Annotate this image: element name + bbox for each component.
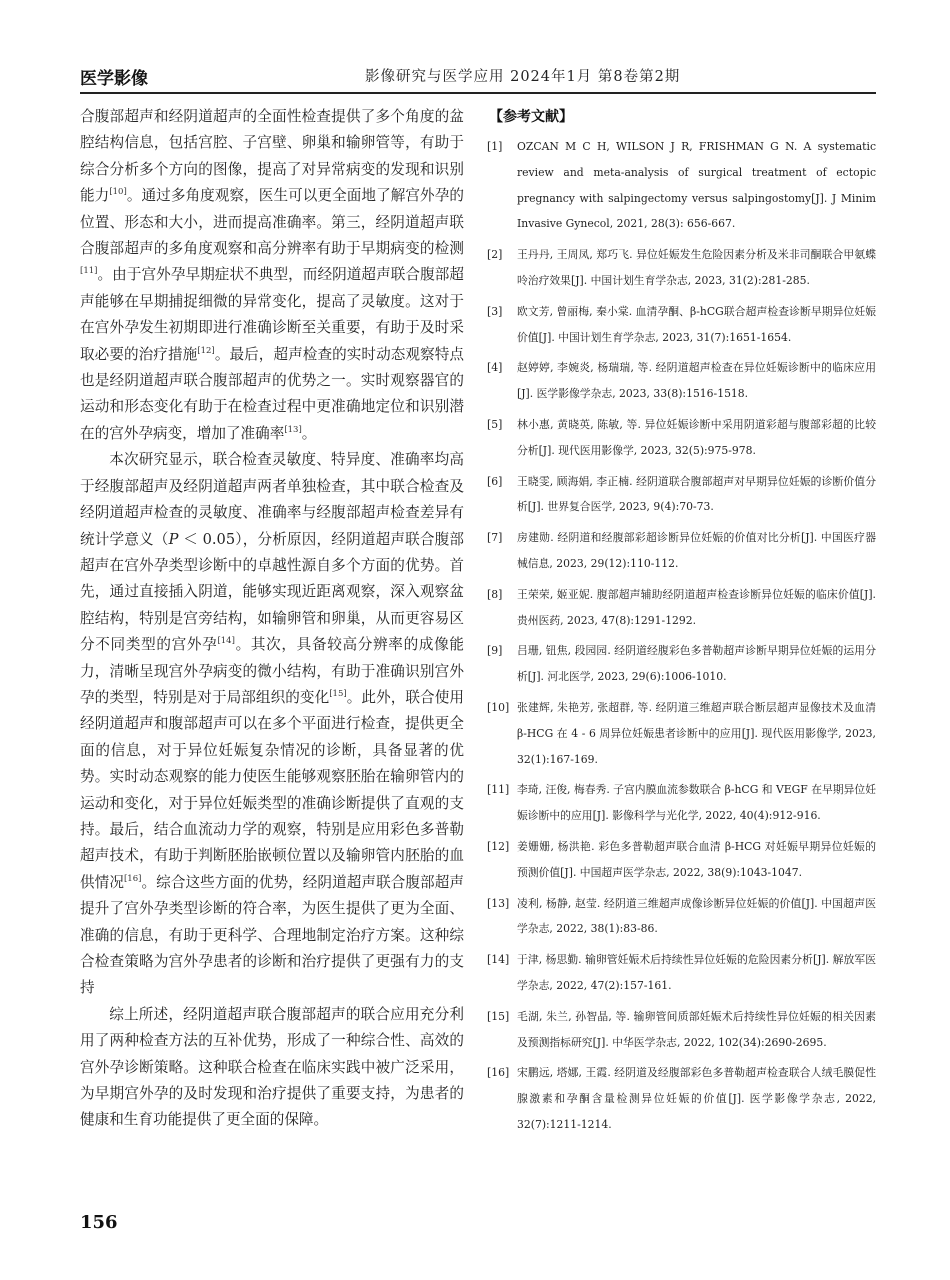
reference-item <box>487 525 876 577</box>
reference-text: 王晓雯, 顾海娟, 李正楠. 经阴道联合腹部超声对早期异位妊娠的诊断价值分析[J]. 世界复合医学, 2023, 9(4):70-73. <box>517 474 876 514</box>
reference-item <box>487 1004 876 1056</box>
reference-item <box>487 777 876 829</box>
references-title: 【参考文献】 <box>489 109 573 125</box>
section-label: 医学影像 <box>80 69 148 89</box>
reference-item <box>487 299 876 351</box>
reference-number: [14] <box>487 953 510 967</box>
p-value-symbol: P <box>168 530 179 548</box>
citation: [14] <box>217 636 235 647</box>
reference-number: [1] <box>487 140 503 153</box>
reference-text: 姜姗姗, 杨洪艳. 彩色多普勒超声联合血清 β-HCG 对妊娠早期异位妊娠的预测价值[J]. 中国超声医学杂志, 2022, 38(9):1043-1047. <box>517 839 876 879</box>
reference-number: [7] <box>487 531 503 545</box>
reference-number: [11] <box>487 783 510 797</box>
reference-text: 宋鹏远, 塔娜, 王霞. 经阴道及经腹部彩色多普勒超声检查联合人绒毛膜促性腺激素和孕酮含量检测异位妊娠的价值[J]. 医学影像学杂志, 2022, 32(7):1211-1214. <box>517 1066 876 1131</box>
reference-item <box>487 947 876 999</box>
citation: [12] <box>197 345 215 356</box>
citation: [16] <box>123 873 142 884</box>
page-number: 156 <box>80 1212 118 1233</box>
header-rule <box>80 92 876 94</box>
reference-number: [10] <box>487 700 510 714</box>
reference-item <box>487 1060 876 1137</box>
left-column <box>80 104 464 1134</box>
reference-number: [15] <box>487 1009 510 1023</box>
reference-text: 欧文芳, 曾丽梅, 秦小棠. 血清孕酮、β-hCG联合超声检查诊断早期异位妊娠价值[J]. 中国计划生育学杂志, 2023, 31(7):1651-1654. <box>517 304 876 344</box>
reference-text: 张建辉, 朱艳芳, 张超群, 等. 经阴道三维超声联合断层超声显像技术及血清 β-HCG 在 4 - 6 周异位妊娠患者诊断中的应用[J]. 现代医用影像学, 2023, 32(1):167-169. <box>517 700 876 766</box>
reference-list <box>487 134 876 1138</box>
reference-text: 李琦, 汪俊, 梅春秀. 子宫内膜血流参数联合 β-hCG 和 VEGF 在早期异位妊娠诊断中的应用[J]. 影像科学与光化学, 2022, 40(4):912-916. <box>517 783 876 823</box>
paragraph-1: 合腹部超声和经阴道超声的全面性检查提供了多个角度的盆腔结构信息，包括宫腔、子宫壁、卵巢和输卵管等，有助于综合分析多个方向的图像，提高了对异常病变的发现和识别能力[10]。通过多角度观察，医生可以更全面地了解宫外孕的位置、形态和大小，进而提高准确率。第三，经阴道超声联合腹部超声的多角度观察和高分辨率有助于早期病变的检测[11]。由于宫外孕早期症状不典型，而经阴道超声联合腹部超声能够在早期捕捉细微的异常变化，提高了灵敏度。这对于在宫外孕发生初期即进行准确诊断至关重要，有助于及时采取必要的治疗措施[12]。最后，超声检查的实时动态观察特点也是经阴道超声联合腹部超声的优势之一。实时观察器官的运动和形态变化有助于在检查过程中更准确地定位和识别潜在的宫外孕病变，增加了准确率[13]。 <box>80 108 464 442</box>
journal-info: 影像研究与医学应用 2024年1月 第8卷第2期 <box>365 69 681 85</box>
citation: [13] <box>284 425 302 436</box>
reference-item <box>487 134 876 237</box>
reference-text: 吕珊, 钮焦, 段园园. 经阴道经腹彩色多普勒超声诊断早期异位妊娠的运用分析[J]. 河北医学, 2023, 29(6):1006-1010. <box>517 644 876 684</box>
reference-number: [3] <box>487 304 503 318</box>
references-column <box>487 104 876 1143</box>
citation: [10] <box>109 187 127 198</box>
reference-text: 赵婷婷, 李婉炎, 杨瑞瑞, 等. 经阴道超声检查在异位妊娠诊断中的临床应用[J]. 医学影像学杂志, 2023, 33(8):1516-1518. <box>517 361 876 401</box>
reference-number: [13] <box>487 896 510 910</box>
reference-text: 毛湖, 朱兰, 孙智晶, 等. 输卵管间质部妊娠术后持续性异位妊娠的相关因素及预测指标研究[J]. 中华医学杂志, 2022, 102(34):2690-2695. <box>517 1009 876 1049</box>
reference-text: 王丹丹, 王周凤, 郑巧飞. 异位妊娠发生危险因素分析及米非司酮联合甲氨蝶呤治疗效果[J]. 中国计划生育学杂志, 2023, 31(2):281-285. <box>517 248 876 287</box>
paragraph-3: 综上所述，经阴道超声联合腹部超声的联合应用充分利用了两种检查方法的互补优势，形成了一种综合性、高效的宫外孕诊断策略。这种联合检查在临床实践中被广泛采用，为早期宫外孕的及时发现和治疗提供了重要支持，为患者的健康和生育功能提供了更全面的保障。 <box>80 1005 464 1129</box>
reference-item <box>487 355 876 407</box>
running-header <box>80 62 876 90</box>
reference-text: 林小惠, 黄晓英, 陈敏, 等. 异位妊娠诊断中采用阴道彩超与腹部彩超的比较分析[J]. 现代医用影像学, 2023, 32(5):975-978. <box>517 417 876 457</box>
reference-item <box>487 412 876 464</box>
reference-number: [8] <box>487 587 503 601</box>
paragraph-2: 本次研究显示，联合检查灵敏度、特异度、准确率均高于经腹部超声及经阴道超声两者单独检查，其中联合检查及经阴道超声检查的灵敏度、准确率与经腹部超声检查差异有统计学意义（P ＜ 0.05），分析原因，经阴道超声联合腹部超声在宫外孕类型诊断中的卓越性源自多个方面的优势。首先，通过直接插入阴道，能够实现近距离观察，深入观察盆腔结构，特别是宫旁结构，如输卵管和卵巢，从而更容易区分不同类型的宫外孕[14]。其次，具备较高分辨率的成像能力，清晰呈现宫外孕病变的微小结构，有助于准确识别宫外孕的类型，特别是对于局部组织的变化[15]。此外，联合使用经阴道超声和腹部超声可以在多个平面进行检查，提供更全面的信息，对于异位妊娠复杂情况的诊断，具备显著的优势。实时动态观察的能力使医生能够观察胚胎在输卵管内的运动和变化，对于异位妊娠类型的准确诊断提供了直观的支持。最后，结合血流动力学的观察，特别是应用彩色多普勒超声技术，有助于判断胚胎嵌顿位置以及输卵管内胚胎的血供情况[16]。综合这些方面的优势，经阴道超声联合腹部超声提升了宫外孕类型诊断的符合率，为医生提供了更为全面、准确的信息，有助于更科学、合理地制定治疗方案。这种综合检查策略为宫外孕患者的诊断和治疗提供了更强有力的支持 <box>80 451 464 997</box>
reference-number: [5] <box>487 417 503 431</box>
reference-number: [12] <box>487 839 510 853</box>
reference-number: [9] <box>487 644 503 658</box>
reference-item <box>487 834 876 886</box>
reference-text: 房建勋. 经阴道和经腹部彩超诊断异位妊娠的价值对比分析[J]. 中国医疗器械信息, 2023, 29(12):110-112. <box>517 531 876 570</box>
reference-text: 王荣荣, 姬亚妮. 腹部超声辅助经阴道超声检查诊断异位妊娠的临床价值[J]. 贵州医药, 2023, 47(8):1291-1292. <box>517 587 876 627</box>
reference-number: [2] <box>487 248 503 262</box>
reference-text: 凌利, 杨静, 赵莹. 经阴道三维超声成像诊断异位妊娠的价值[J]. 中国超声医学杂志, 2022, 38(1):83-86. <box>517 896 876 936</box>
reference-text: OZCAN M C H, WILSON J R, FRISHMAN G N. A systematic review and meta-analysis of surgical treatment of ectopic pregnancy with salpingectomy versus salpingostomy[J]. J Minim Invasive Gynecol, 2021, 28(3): 656-667. <box>517 140 876 231</box>
reference-item <box>487 891 876 943</box>
reference-number: [16] <box>487 1066 510 1080</box>
reference-item <box>487 582 876 634</box>
citation: [11] <box>80 266 98 277</box>
citation: [15] <box>329 689 347 700</box>
reference-item <box>487 469 876 521</box>
reference-number: [6] <box>487 474 503 488</box>
reference-item <box>487 242 876 294</box>
reference-item <box>487 695 876 772</box>
reference-text: 于津, 杨思勤. 输卵管妊娠术后持续性异位妊娠的危险因素分析[J]. 解放军医学杂志, 2022, 47(2):157-161. <box>517 953 876 992</box>
reference-item <box>487 638 876 690</box>
reference-number: [4] <box>487 361 503 375</box>
